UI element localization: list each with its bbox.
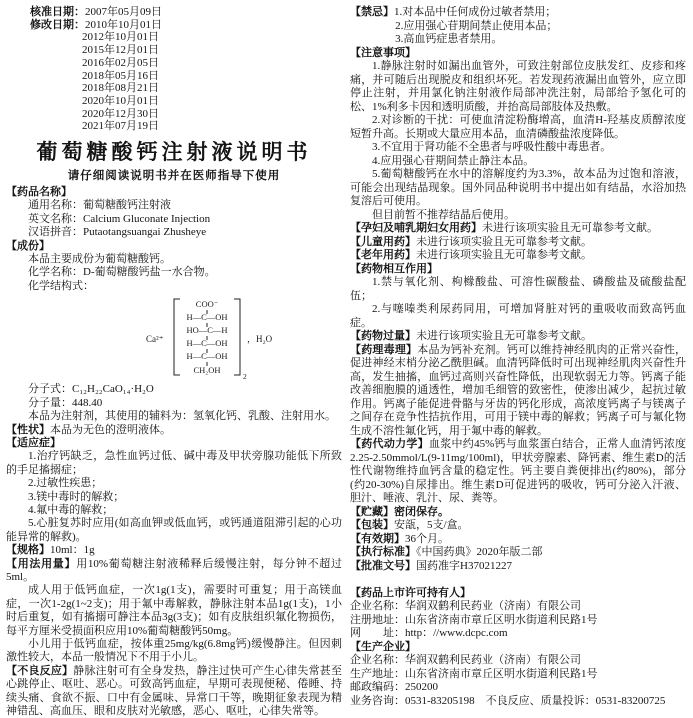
validity-line xyxy=(350,533,686,547)
precaution-item-4 xyxy=(350,155,686,169)
indication-item-4 xyxy=(6,504,342,517)
section-heading-label: 【包装】 xyxy=(350,519,394,531)
storage-line xyxy=(350,506,686,520)
standard-line xyxy=(350,546,686,560)
revision-date-line: 2018年08月21日 xyxy=(82,82,159,95)
revision-date-label: 修改日期： xyxy=(30,18,85,31)
text-run: 2.应用强心苷期间禁止使用本品； xyxy=(395,19,558,32)
right-bracket xyxy=(234,299,240,375)
revision-date-line: 2020年10月01日 xyxy=(82,94,159,107)
text-run: 企业名称：华润双鹤利民药业（济南）有限公司 xyxy=(350,654,581,666)
right-column xyxy=(350,6,687,707)
revision-date-line: 2016年02月05日 xyxy=(82,56,159,69)
text-run: 邮政编码：250200 xyxy=(350,681,438,693)
text-run: 化学结构式： xyxy=(28,279,94,292)
indication-item-3 xyxy=(6,491,342,504)
spacer xyxy=(350,573,686,587)
section-heading-label: 【药品上市许可持有人】 xyxy=(350,586,471,599)
structure-row-coo: COO⁻ xyxy=(195,299,219,310)
section-heading-label: 【贮藏】 xyxy=(350,505,394,518)
molecular-formula-line xyxy=(6,383,342,396)
text-run: 注册地址：山东省济南市章丘区明水街道利民路1号 xyxy=(350,613,598,626)
text-run: 本品主要成份为葡萄糖酸钙。 xyxy=(28,253,171,266)
structure-row-1: H—C—OH xyxy=(186,312,228,323)
pinyin-line xyxy=(6,226,342,239)
section-heading-label: 【药物相互作用】 xyxy=(350,262,438,275)
text-run: 生产地址：山东省济南市章丘区明水街道利民路1号 xyxy=(350,667,598,680)
text-run: 10ml：1g xyxy=(50,544,95,557)
text-run: 本品为无色的澄明液体。 xyxy=(50,423,171,436)
page-title: 葡萄糖酸钙注射液说明书 xyxy=(36,140,312,165)
section-heading-label: 【适应症】 xyxy=(6,436,61,449)
pregnancy-line xyxy=(350,222,686,236)
text-run: 成人用于低钙血症，一次1g(1支)，需要时可重复；用于高镁血症，一次1-2g(1~2支)；用于氟中毒解救，静脉注射本品1g(1支)，1小时后重复，如有搐搦可静注本品3g(3支)；如有皮肤组织氟化物损伤，每平方厘米受损面积应用10%葡萄糖酸钙50mg。 xyxy=(6,584,342,637)
text-run: 化学名称：D-葡萄糖酸钙盐一水合物。 xyxy=(28,266,216,279)
left-column xyxy=(6,6,343,718)
text-run: 《中国药典》2020年版二部 xyxy=(416,546,543,558)
revision-date-line: 2015年12月01日 xyxy=(82,44,159,57)
text-run: 汉语拼音：Putaotangsuangai Zhusheye xyxy=(28,226,207,239)
revision-date-line: 2018年05月16日 xyxy=(82,69,159,82)
excipients-line xyxy=(6,410,342,423)
contraindication-item-2 xyxy=(350,20,686,34)
structure-row-2: HO—C—H xyxy=(186,325,228,336)
drug-name-heading xyxy=(6,186,342,199)
text-run: 国药准字H37021227 xyxy=(416,559,512,572)
geriatric-line xyxy=(350,249,686,263)
left-bracket xyxy=(174,299,180,375)
text-run: 未进行该项实验且无可靠参考文献。 xyxy=(416,330,592,342)
left-column-bottom xyxy=(6,383,342,718)
text-run: 3.高血钙症患者禁用。 xyxy=(395,33,503,45)
indication-item-1 xyxy=(6,450,342,477)
section-heading-label: 【老年用药】 xyxy=(350,249,416,261)
section-heading-label: 【药物过量】 xyxy=(350,330,416,342)
text-run: 2.对诊断的干扰：可使血清淀粉酶增高，血清H-羟基皮质醇浓度短暂升高。长期或大量应用本品，血清磷酸盐浓度降低。 xyxy=(350,114,686,140)
revision-dates-list xyxy=(30,31,342,133)
text-run: 4.氟中毒的解救； xyxy=(28,503,114,516)
section-heading-label: 【成份】 xyxy=(6,239,50,252)
text-run: 但目前暂不推荐结晶后使用。 xyxy=(372,208,515,221)
calcium-ion-label: Ca²⁺ xyxy=(146,334,164,345)
text-run: 安瓿，5支/盒。 xyxy=(394,519,469,531)
precaution-item-3 xyxy=(350,141,686,155)
indication-item-5 xyxy=(6,517,342,544)
interaction-item-2 xyxy=(350,303,686,330)
text-run: 未进行该项实验且无可靠参考文献。 xyxy=(416,249,592,261)
revision-date-line: 2021年07月19日 xyxy=(82,120,159,133)
text-run: 业务咨询：0531-83205198 不良反应、质量投诉：0531-83200725 xyxy=(350,694,666,707)
section-heading-label: 【有效期】 xyxy=(350,532,405,545)
revision-date-value: 2010年10月01日 xyxy=(85,18,162,31)
structure-row-ch2oh: CH₂OH xyxy=(193,365,221,376)
indications-heading xyxy=(6,437,342,450)
precaution-item-1 xyxy=(350,60,686,114)
section-heading-label: 【规格】 xyxy=(6,544,50,557)
section-heading-label: 【注意事项】 xyxy=(350,46,416,59)
package-line xyxy=(350,519,686,533)
mah-company-line xyxy=(350,600,686,614)
postal-code-line xyxy=(350,681,686,695)
approval-date-line xyxy=(30,6,342,19)
page-subtitle: 请仔细阅读说明书并在医师指导下使用 xyxy=(67,170,281,183)
section-heading-label: 【批准文号】 xyxy=(350,559,416,572)
text-run: 本品为钙补充剂。钙可以维持神经肌肉的正常兴奋性，促进神经末梢分泌乙酰胆碱。血清钙降低时可出现神经肌肉兴奋性升高，发生抽搐，血钙过高则兴奋性降低，出现软弱无力等。钙离子能改善细胞膜的通透性，增加毛细管的致密性，使渗出减少，起抗过敏作用。钙离子能促进骨骼与牙齿的钙化形成，高浓度钙离子与镁离子之间存在竞争性拮抗作用，可用于镁中毒的解救；钙离子可与氟化物生成不溶性氟化钙，用于氟中毒的解救。 xyxy=(350,343,687,437)
text-run: 36个月。 xyxy=(405,532,449,545)
section-heading-label: 【禁忌】 xyxy=(350,6,394,18)
dosage-adult-line xyxy=(6,584,342,638)
text-run: 3.镁中毒时的解救； xyxy=(28,490,125,503)
text-run: 网 址：http：//www.dcpc.com xyxy=(350,627,508,639)
text-run: 4.应用强心苷期间禁止静注本品。 xyxy=(372,154,535,167)
section-heading-label: 【生产企业】 xyxy=(350,640,416,653)
interactions-heading xyxy=(350,263,686,277)
text-run: 1.静脉注射时如漏出血管外，可致注射部位皮肤发红、皮疹和疼痛，并可随后出现脱皮和组织坏死。若发现药液漏出血管外，应立即停止注射，并用氯化钠注射液作局部冲洗注射，局部给予氢化可的松、1%利多卡因和透明质酸，并抬高局部肢体及热敷。 xyxy=(350,60,686,113)
precaution-item-5 xyxy=(350,168,686,209)
hydrate-label: ，H₂O xyxy=(247,334,273,345)
revision-date-line: 2012年10月01日 xyxy=(82,31,159,44)
chemical-structure-diagram xyxy=(146,295,342,381)
section-heading-label: 密闭保存。 xyxy=(394,505,449,518)
precaution-item-2 xyxy=(350,114,686,141)
dosage-line xyxy=(6,558,342,585)
text-run: 未进行该项实验且无可靠参考文献。 xyxy=(416,235,592,248)
text-run: 静脉注射可有全身发热，静注过快可产生心律失常甚至心跳停止、呕吐、恶心。可致高钙血症，早期可表现便秘、倦睡、持续头痛、食欲不振、口中有金属味、异常口干等，晚期征象表现为精神错乱、高血压、眼和皮肤对光敏感，恶心、呕吐，心律失常等。 xyxy=(6,664,343,718)
text-run: 分子式：C₁₂H₂₂CaO₁₄·H₂O xyxy=(28,383,154,396)
overdose-line xyxy=(350,330,686,344)
left-column-top xyxy=(6,186,342,293)
pharmacology-line xyxy=(350,344,686,439)
approval-number-line xyxy=(350,560,686,574)
text-run: 1.对本品中任何成份过敏者禁用； xyxy=(394,6,557,18)
precautions-heading xyxy=(350,47,686,61)
contact-line xyxy=(350,695,686,709)
manufacturer-address-line xyxy=(350,668,686,682)
text-run: 1.禁与氧化剂、枸橼酸盐、可溶性碳酸盐、磷酸盐及硫酸盐配伍； xyxy=(350,276,686,302)
section-heading-label: 【不良反应】 xyxy=(6,664,74,677)
approval-dates-block xyxy=(30,6,342,133)
mah-website-line xyxy=(350,627,686,641)
text-run: 2.与噻嗪类利尿药同用，可增加肾脏对钙的重吸收而致高钙血症。 xyxy=(350,303,686,329)
precaution-note xyxy=(350,209,686,223)
section-heading-label: 【孕妇及哺乳期妇女用药】 xyxy=(350,222,482,234)
specification-line xyxy=(6,544,342,557)
chemical-name-line xyxy=(6,266,342,279)
text-run: 5.心脏复苏时应用(如高血钾或低血钙，或钙通道阻滞引起的心功能异常的解救)。 xyxy=(6,517,342,543)
text-run: 企业名称：华润双鹤利民药业（济南）有限公司 xyxy=(350,600,581,612)
structure-row-4: H—C—OH xyxy=(186,351,228,362)
approval-date-value: 2007年05月09日 xyxy=(85,6,162,18)
text-run: 本品为注射剂，其使用的辅料为：氢氧化钙、乳酸、注射用水。 xyxy=(28,410,336,423)
molecular-weight-line xyxy=(6,397,342,410)
chemical-structure-svg xyxy=(146,295,282,381)
interaction-item-1 xyxy=(350,276,686,303)
text-run: 小儿用于低钙血症，按体重25mg/kg(6.8mg钙)缓慢静注。但因刺激性较大，本品一般情况下不用于小儿。 xyxy=(6,638,342,664)
mah-address-line xyxy=(350,614,686,628)
section-heading-label: 【性状】 xyxy=(6,423,50,436)
manufacturer-company-line xyxy=(350,654,686,668)
text-run: 3.不宜用于肾功能不全患者与呼吸性酸中毒患者。 xyxy=(372,141,612,153)
dosage-children-line xyxy=(6,638,342,665)
text-run: 分子量：448.40 xyxy=(28,396,103,409)
approval-date-label: 核准日期： xyxy=(30,6,85,18)
manufacturer-heading xyxy=(350,641,686,655)
section-heading-label: 【药品名称】 xyxy=(6,186,72,199)
revision-date-line: 2020年12月30日 xyxy=(82,107,159,120)
mah-heading xyxy=(350,587,686,601)
section-heading-label: 【药代动力学】 xyxy=(350,438,429,450)
pediatric-line xyxy=(350,236,686,250)
section-heading-label: 【用法用量】 xyxy=(6,557,77,570)
text-run: 英文名称：Calcium Gluconate Injection xyxy=(28,212,211,225)
generic-name-line xyxy=(6,199,342,212)
indication-item-2 xyxy=(6,477,342,490)
text-run: 用10%葡萄糖注射液稀释后缓慢注射，每分钟不超过5ml。 xyxy=(6,557,342,583)
english-name-line xyxy=(6,213,342,226)
revision-date-line xyxy=(30,19,342,32)
description-line xyxy=(6,424,342,437)
dimer-subscript: 2 xyxy=(243,372,247,382)
contraindication-item-3 xyxy=(350,33,686,47)
section-heading-label: 【儿童用药】 xyxy=(350,235,416,248)
composition-heading xyxy=(6,240,342,253)
section-heading-label: 【药理毒理】 xyxy=(350,343,418,356)
section-heading-label: 【执行标准】 xyxy=(350,546,416,558)
composition-main-line xyxy=(6,253,342,266)
text-run: 血浆中约45%钙与血浆蛋白结合，正常人血清钙浓度2.25-2.50mmol/L(9-11mg/100ml)，甲状旁腺素、降钙素、维生素D的活性代谢物维持血钙含量的稳定性。钙主要自粪便排出(约80%)，部分(约20-30%)自尿排出。维生素D可促进钙的吸收，钙可分泌入汗液、胆汁、唾液、乳汁、尿、粪等。 xyxy=(350,438,687,504)
text-run: 通用名称：葡萄糖酸钙注射液 xyxy=(28,199,171,212)
contraindications-line xyxy=(350,6,686,20)
text-run: 5.葡萄糖酸钙在水中的溶解度约为3.3%，故本品为过饱和溶液，可能会出现结晶现象。国外同品种说明书中提出如有结晶，水浴加热复溶后可使用。 xyxy=(350,168,686,207)
pharmacokinetics-line xyxy=(350,438,686,506)
text-run: 1.治疗钙缺乏，急性血钙过低、碱中毒及甲状旁腺功能低下所致的手足搐搦症； xyxy=(6,450,342,476)
text-run: 2.过敏性疾患； xyxy=(28,477,103,490)
text-run: 未进行该项实验且无可靠参考文献。 xyxy=(482,222,658,234)
structure-label-line xyxy=(6,280,342,293)
adverse-reactions-line xyxy=(6,665,342,718)
structure-row-3: H—C—OH xyxy=(186,338,228,349)
